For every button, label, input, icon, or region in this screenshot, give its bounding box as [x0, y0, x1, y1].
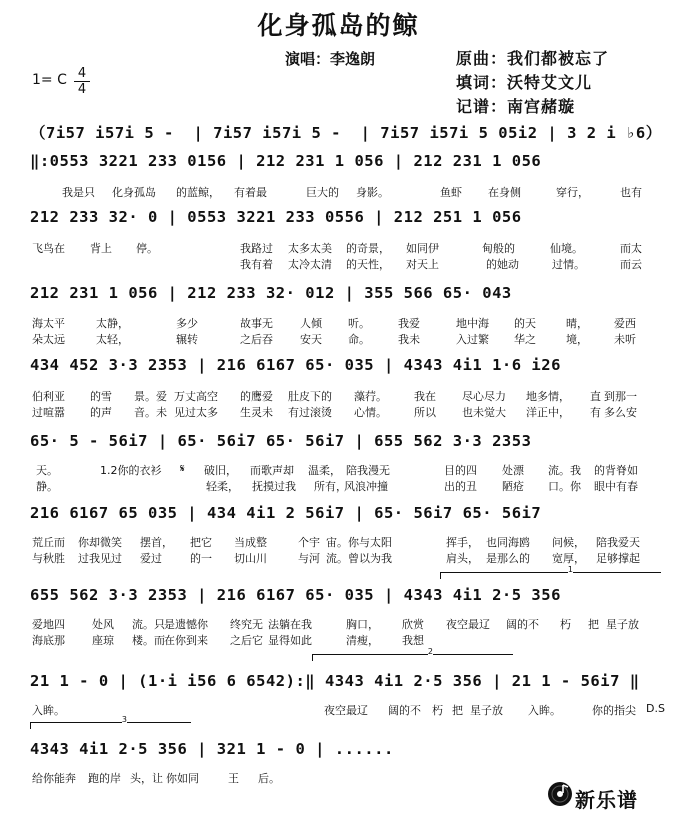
- lyric-syllable: 流。我: [548, 464, 581, 477]
- volta-bracket-1: 1: [440, 572, 661, 579]
- lyric-syllable: 座琼: [92, 634, 114, 647]
- lyric-syllable: 而太: [620, 242, 642, 255]
- lyric-syllable: 华之: [514, 333, 536, 346]
- lyric-syllable: 尽心尽力: [462, 390, 506, 403]
- lyric-syllable: 如同伊: [406, 242, 439, 255]
- lyric-syllable: 辗转: [176, 333, 198, 346]
- lyric-syllable: 肩头，: [446, 552, 479, 565]
- volta-bracket-2: 2: [312, 654, 513, 661]
- lyric-syllable: 目的四: [444, 464, 477, 477]
- lyric-syllable: 朽: [432, 704, 443, 717]
- lyric-syllable: 也有: [620, 186, 642, 199]
- lyric-syllable: 眼中有春: [594, 480, 638, 493]
- lyric-syllable: 与秋胜: [32, 552, 65, 565]
- original-credit: 原曲：我们都被忘了: [456, 49, 610, 68]
- lyric-syllable: 我爱: [398, 317, 420, 330]
- lyric-syllable: 太冷太清: [288, 258, 332, 271]
- lyric-syllable: 足够撑起: [596, 552, 640, 565]
- notes-line-10: 4343 4i1 2·5 356 | 321 1 - 0 | ......: [30, 740, 394, 758]
- notes-line-6: 65· 5 - 56i7 | 65· 56i7 65· 56i7 | 655 562 3·3 2353: [30, 432, 532, 450]
- lyric-syllable: 个宇: [298, 536, 320, 549]
- transcriber-credit: 记谱：南宫赭璇: [456, 97, 576, 116]
- lyric-syllable: 过情。: [552, 258, 585, 271]
- lyric-syllable: 肚皮下的: [288, 390, 332, 403]
- lyric-syllable: 伯利亚: [32, 390, 65, 403]
- lyric-syllable: 我在: [414, 390, 436, 403]
- lyric-syllable: 后。: [258, 772, 280, 785]
- lyric-syllable: 把它: [190, 536, 212, 549]
- lyric-syllable: 穿行，: [556, 186, 589, 199]
- lyric-syllable: 的天性，: [346, 258, 390, 271]
- lyric-syllable: 的一: [190, 552, 212, 565]
- lyricist-credit: 填词：沃特艾文儿: [456, 73, 593, 92]
- lyric-syllable: 海太平: [32, 317, 65, 330]
- lyric-syllable: 轻柔，: [206, 480, 239, 493]
- lyric-syllable: 到那一: [604, 390, 637, 403]
- lyric-syllable: 多么安: [604, 406, 637, 419]
- lyric-syllable: 抚摸过我: [252, 480, 296, 493]
- volta-bracket-3: 3: [30, 722, 191, 729]
- lyric-syllable: 入眸。: [32, 704, 65, 717]
- notes-line-9: 21 1 - 0 | (1·i i56 6 6542):‖ 4343 4i1 2·5 356 | 21 1 - 56i7 ‖: [30, 672, 640, 690]
- lyric-syllable: 把: [588, 618, 599, 631]
- lyric-syllable: 陪我漫无: [346, 464, 390, 477]
- lyric-syllable: 景。爱: [134, 390, 167, 403]
- lyric-syllable: 在你到来: [164, 634, 208, 647]
- lyric-syllable: 的背脊如: [594, 464, 638, 477]
- lyric-syllable: 天。: [36, 464, 58, 477]
- lyric-syllable: 你的指尖: [592, 704, 636, 717]
- lyric-syllable: 王: [228, 772, 239, 785]
- lyric-syllable: 我是只: [62, 186, 95, 199]
- lyric-syllable: 晴，: [566, 317, 588, 330]
- lyric-syllable: 我有着: [240, 258, 273, 271]
- lyric-syllable: 之后它: [230, 634, 263, 647]
- lyric-syllable: 星子放: [606, 618, 639, 631]
- lyric-syllable: 之后吞: [240, 333, 273, 346]
- lyric-syllable: 的声: [90, 406, 112, 419]
- lyric-syllable: 心情。: [354, 406, 387, 419]
- lyric-syllable: 处风: [92, 618, 114, 631]
- lyric-syllable: 甸般的: [482, 242, 515, 255]
- lyric-syllable: 背上: [90, 242, 112, 255]
- lyric-syllable: 爱过: [140, 552, 162, 565]
- lyric-syllable: 故事无: [240, 317, 273, 330]
- lyric-syllable: 头，让: [130, 772, 163, 785]
- lyric-syllable: 的鹰爱: [240, 390, 273, 403]
- notes-line-1: （7i57 i57i 5 - | 7i57 i57i 5 - | 7i57 i57i 5 05i2 | 3 2 i ♭6）: [30, 124, 662, 142]
- lyric-syllable: 万丈高空: [174, 390, 218, 403]
- lyric-syllable: 入过繁: [456, 333, 489, 346]
- lyric-syllable: 给你能奔: [32, 772, 76, 785]
- lyric-syllable: 所有，: [314, 480, 347, 493]
- lyric-syllable: 听。: [348, 317, 370, 330]
- lyric-syllable: 静。: [36, 480, 58, 493]
- lyric-syllable: 流。只: [132, 618, 165, 631]
- lyric-syllable: 流。曾以为我: [326, 552, 392, 565]
- lyric-syllable: 对天上: [406, 258, 439, 271]
- lyric-syllable: 我想: [402, 634, 424, 647]
- lyric-syllable: 我未: [398, 333, 420, 346]
- lyric-syllable: 朵太远: [32, 333, 65, 346]
- lyric-syllable: 夜空最辽: [446, 618, 490, 631]
- lyric-syllable: 的天: [514, 317, 536, 330]
- lyric-syllable: 朽: [560, 618, 571, 631]
- lyric-syllable: 星子放: [470, 704, 503, 717]
- lyric-syllable: 爱西: [614, 317, 636, 330]
- lyric-syllable: 楼。而: [132, 634, 165, 647]
- lyric-syllable: 处漂: [502, 464, 524, 477]
- notes-line-2: ‖:0553 3221 233 0156 | 212 231 1 056 | 212 231 1 056: [30, 152, 542, 170]
- lyric-syllable: 的她动: [486, 258, 519, 271]
- lyric-syllable: 夜空最辽: [324, 704, 368, 717]
- lyric-syllable: 摆首，: [140, 536, 173, 549]
- lyric-syllable: 境，: [566, 333, 588, 346]
- lyric-syllable: 我路过: [240, 242, 273, 255]
- brand-name: 新乐谱: [575, 788, 638, 812]
- lyric-syllable: 有: [590, 406, 601, 419]
- notes-line-8: 655 562 3·3 2353 | 216 6167 65· 035 | 4343 4i1 2·5 356: [30, 586, 561, 604]
- lyric-syllable: 你如同: [166, 772, 199, 785]
- notes-line-4: 212 231 1 056 | 212 233 32· 012 | 355 566 65· 043: [30, 284, 512, 302]
- lyric-syllable: 藻荇。: [354, 390, 387, 403]
- lyric-syllable: 地多情，: [526, 390, 570, 403]
- lyric-syllable: 有过滚烫: [288, 406, 332, 419]
- lyric-syllable: 欣赏: [402, 618, 424, 631]
- lyric-syllable: 飞鸟在: [32, 242, 65, 255]
- lyric-syllable: 音。未: [134, 406, 167, 419]
- lyric-syllable: 直: [590, 390, 601, 403]
- lyric-syllable: 身影。: [356, 186, 389, 199]
- lyric-syllable: 终究无: [230, 618, 263, 631]
- lyric-syllable: 仙境。: [550, 242, 583, 255]
- lyric-syllable: 海底那: [32, 634, 65, 647]
- lyric-syllable: 有着最: [234, 186, 267, 199]
- singer-credit: 演唱：李逸朗: [285, 50, 376, 68]
- lyric-syllable: 所以: [414, 406, 436, 419]
- lyric-syllable: 清瘦，: [346, 634, 379, 647]
- lyric-syllable: 鱼虾: [440, 186, 462, 199]
- lyric-syllable: 风浪冲撞: [344, 480, 388, 493]
- lyric-syllable: 与河: [298, 552, 320, 565]
- lyric-syllable: 当成整: [234, 536, 267, 549]
- record-note-icon: [547, 781, 573, 807]
- lyric-syllable: 多少: [176, 317, 198, 330]
- lyric-syllable: 𝄋: [180, 462, 185, 475]
- lyric-syllable: 是遗憾你: [164, 618, 208, 631]
- lyric-syllable: 荒丘而: [32, 536, 65, 549]
- lyric-syllable: 也同海鸥: [486, 536, 530, 549]
- lyric-syllable: 生灵未: [240, 406, 273, 419]
- lyric-syllable: 而云: [620, 258, 642, 271]
- lyric-syllable: 破旧，: [204, 464, 237, 477]
- lyric-syllable: 的蓝鲸，: [176, 186, 220, 199]
- lyric-syllable: 在身侧: [488, 186, 521, 199]
- lyric-syllable: 1.2你的衣衫: [100, 464, 162, 477]
- lyric-syllable: 口。你: [548, 480, 581, 493]
- meter-bottom: 4: [74, 81, 90, 97]
- lyric-syllable: 阔的不: [506, 618, 539, 631]
- lyric-syllable: 陪我爱天: [596, 536, 640, 549]
- song-title: 化身孤岛的鲸: [257, 11, 420, 40]
- lyric-syllable: 切山川: [234, 552, 267, 565]
- lyric-syllable: 的奇景，: [346, 242, 390, 255]
- lyric-syllable: 人倾: [300, 317, 322, 330]
- lyric-syllable: 太轻，: [96, 333, 129, 346]
- lyric-syllable: 跑的岸: [88, 772, 121, 785]
- lyric-syllable: 温柔，: [308, 464, 341, 477]
- notes-line-7: 216 6167 65 035 | 434 4i1 2 56i7 | 65· 56i7 65· 56i7: [30, 504, 542, 522]
- time-signature: [74, 66, 90, 97]
- lyric-syllable: D.S: [646, 702, 665, 715]
- lyric-syllable: 见过太多: [174, 406, 218, 419]
- lyric-syllable: 是那么的: [486, 552, 530, 565]
- lyric-syllable: 洋正中，: [526, 406, 570, 419]
- lyric-syllable: 阔的不: [388, 704, 421, 717]
- lyric-syllable: 太多太美: [288, 242, 332, 255]
- notes-line-5: 434 452 3·3 2353 | 216 6167 65· 035 | 4343 4i1 1·6 i26: [30, 356, 561, 374]
- lyric-syllable: 未听: [614, 333, 636, 346]
- lyric-syllable: 出的丑: [444, 480, 477, 493]
- lyric-syllable: 你却微笑: [78, 536, 122, 549]
- lyric-syllable: 爱地四: [32, 618, 65, 631]
- lyric-syllable: 命。: [348, 333, 370, 346]
- lyric-syllable: 而歌声却: [250, 464, 294, 477]
- lyric-syllable: 陋疮: [502, 480, 524, 493]
- lyric-syllable: 太静，: [96, 317, 129, 330]
- lyric-syllable: 入眸。: [528, 704, 561, 717]
- lyric-syllable: 化身孤岛: [112, 186, 156, 199]
- lyric-syllable: 挥手，: [446, 536, 479, 549]
- lyric-syllable: 宙。你与太阳: [326, 536, 392, 549]
- lyric-syllable: 地中海: [456, 317, 489, 330]
- lyric-syllable: 过我见过: [78, 552, 122, 565]
- meter-top: 4: [77, 66, 87, 81]
- lyric-syllable: 过喧嚣: [32, 406, 65, 419]
- key-signature: 1= C: [32, 72, 67, 88]
- lyric-syllable: 把: [452, 704, 463, 717]
- notes-line-3: 212 233 32· 0 | 0553 3221 233 0556 | 212 251 1 056: [30, 208, 522, 226]
- lyric-syllable: 宽厚，: [552, 552, 585, 565]
- lyric-syllable: 胸口，: [346, 618, 379, 631]
- lyric-syllable: 安天: [300, 333, 322, 346]
- lyric-syllable: 也未觉大: [462, 406, 506, 419]
- lyric-syllable: 停。: [136, 242, 158, 255]
- lyric-syllable: 巨大的: [306, 186, 339, 199]
- lyric-syllable: 的雪: [90, 390, 112, 403]
- lyric-syllable: 显得如此: [268, 634, 312, 647]
- lyric-syllable: 法躺在我: [268, 618, 312, 631]
- lyric-syllable: 问候，: [552, 536, 585, 549]
